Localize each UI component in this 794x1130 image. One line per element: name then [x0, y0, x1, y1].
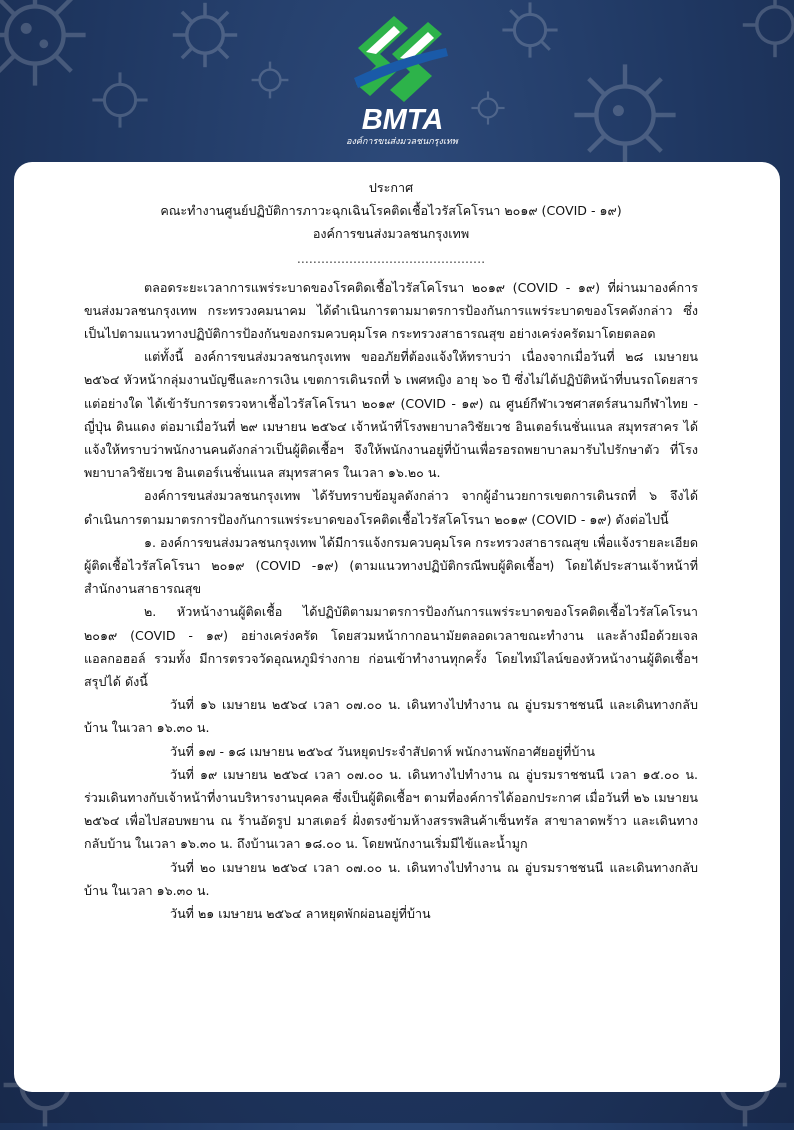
timeline-item: วันที่ ๑๙ เมษายน ๒๕๖๔ เวลา ๐๗.๐๐ น. เดินทางไปทำงาน ณ อู่บรมราชชนนี เวลา ๑๕.๐๐ น. ร่วมเดินทางกับเจ้าหน้าที่งานบริหารงานบุคคล ซึ่งเป็นผู้ติดเชื้อฯ ตามที่องค์การได้ออกประกาศ เมื่อวันที่ ๒๖ เมษายน ๒๕๖๔ เพื่อไปสอบพยาน ณ ร้านอัดรูป มาสเตอร์ ฝั่งตรงข้ามห้างสรรพสินค้าเซ็นทรัล สาขาลาดพร้าว และเดินทางกลับบ้าน ในเวลา ๑๖.๓๐ น. ถึงบ้านเวลา ๑๘.๐๐ น. โดยพนักงานเริ่มมีไข้และน้ำมูก	[84, 766, 698, 852]
announcement-organization: องค์การขนส่งมวลชนกรุงเทพ	[312, 226, 470, 242]
virus-decoration-icon	[0, 0, 90, 90]
timeline-item: วันที่ ๒๐ เมษายน ๒๕๖๔ เวลา ๐๗.๐๐ น. เดินทางไปทำงาน ณ อู่บรมราชชนนี และเดินทางกลับบ้าน ในเวลา ๑๖.๓๐ น.	[84, 859, 698, 898]
timeline-item: วันที่ ๑๖ เมษายน ๒๕๖๔ เวลา ๐๗.๐๐ น. เดินทางไปทำงาน ณ อู่บรมราชชนนี และเดินทางกลับบ้าน ในเวลา ๑๖.๓๐ น.	[84, 697, 698, 736]
announcement-body	[84, 176, 698, 925]
announcement-subheading: คณะทำงานศูนย์ปฏิบัติการภาวะฉุกเฉินโรคติดเชื้อไวรัสโคโรนา ๒๐๑๙ (COVID - ๑๙)	[160, 203, 622, 219]
list-item: ๑. องค์การขนส่งมวลชนกรุงเทพ ได้มีการแจ้งกรมควบคุมโรค กระทรวงสาธารณสุข เพื่อแจ้งรายละเอียดผู้ติดเชื้อไวรัสโคโรนา ๒๐๑๙ (COVID -๑๙) (ตามแนวทางปฏิบัติกรณีพบผู้ติดเชื้อฯ) โดยได้ประสานเจ้าหน้าที่สำนักงานสาธารณสุข	[84, 534, 698, 597]
virus-decoration-icon	[170, 0, 240, 70]
paragraph: องค์การขนส่งมวลชนกรุงเทพ ได้รับทราบข้อมูลดังกล่าว จากผู้อำนวยการเขตการเดินรถที่ ๖ จึงได้ดำเนินการตามมาตรการป้องกันการแพร่ระบาดของโรคติดเชื้อไวรัสโคโรนา ๒๐๑๙ (COVID - ๑๙) ดังต่อไปนี้	[84, 488, 698, 527]
virus-decoration-icon	[470, 90, 506, 126]
logo-wordmark: BMTA	[361, 104, 444, 136]
paragraph: แต่ทั้งนี้ องค์การขนส่งมวลชนกรุงเทพ ขออภัยที่ต้องแจ้งให้ทราบว่า เนื่องจากเมื่อวันที่ ๒๘ เมษายน ๒๕๖๔ หัวหน้ากลุ่มงานบัญชีและการเงิน เขตการเดินรถที่ ๖ เพศหญิง อายุ ๖๐ ปี ซึ่งไม่ได้ปฏิบัติหน้าที่บนรถโดยสารแต่อย่างใด ได้เข้ารับการตรวจหาเชื้อไวรัสโคโรนา ๒๐๑๙ (COVID - ๑๙) ณ ศูนย์กีฬาเวชศาสตร์สนามกีฬาไทย - ญี่ปุ่น ดินแดง ต่อมาเมื่อวันที่ ๒๙ เมษายน ๒๕๖๔ เจ้าหน้าที่โรงพยาบาลวิชัยเวช อินเตอร์เนชั่นแนล สมุทรสาคร ได้แจ้งให้ทราบว่าพนักงานคนดังกล่าวเป็นผู้ติดเชื้อฯ จึงให้พนักงานอยู่ที่บ้านเพื่อรอรถพยาบาลมารับไปรักษาตัว ที่โรงพยาบาลวิชัยเวช อินเตอร์เนชั่นแนล สมุทรสาคร ในเวลา ๑๖.๒๐ น.	[84, 349, 698, 481]
bmta-logo-mark-icon	[354, 16, 448, 102]
virus-decoration-icon	[90, 70, 150, 130]
paragraph: ตลอดระยะเวลาการแพร่ระบาดของโรคติดเชื้อไวรัสโคโรนา ๒๐๑๙ (COVID - ๑๙) ที่ผ่านมาองค์การขนส่งมวลชนกรุงเทพ กระทรวงคมนาคม ได้ดำเนินการตามมาตรการป้องกันการแพร่ระบาดของโรคดังกล่าว ซึ่งเป็นไปตามแนวทางปฏิบัติการป้องกันของกรมควบคุมโรค กระทรวงสาธารณสุข อย่างเคร่งครัดมาโดยตลอด	[84, 279, 698, 342]
virus-decoration-icon	[250, 60, 290, 100]
list-item: ๒. หัวหน้างานผู้ติดเชื้อ ได้ปฏิบัติตามมาตรการป้องกันการแพร่ระบาดของโรคติดเชื้อไวรัสโคโรนา ๒๐๑๙ (COVID - ๑๙) อย่างเคร่งครัด โดยสวมหน้ากากอนามัยตลอดเวลาขณะทำงาน และล้างมือด้วยเจลแอลกอฮอล์ รวมทั้ง มีการตรวจวัดอุณหภูมิร่างกาย ก่อนเข้าทำงานทุกครั้ง โดยไทม์ไลน์ของหัวหน้างานผู้ติดเชื้อฯ สรุปได้ ดังนี้	[84, 604, 698, 690]
timeline-item: วันที่ ๑๗ - ๑๘ เมษายน ๒๕๖๔ วันหยุดประจำสัปดาห์ พนักงานพักอาศัยอยู่ที่บ้าน	[170, 743, 596, 759]
virus-decoration-icon	[500, 0, 560, 60]
announcement-heading: ประกาศ	[368, 180, 414, 195]
virus-decoration-icon	[740, 0, 794, 60]
virus-decoration-icon	[570, 60, 680, 170]
timeline-item: วันที่ ๒๑ เมษายน ๒๕๖๔ ลาหยุดพักผ่อนอยู่ที่บ้าน	[170, 906, 431, 922]
separator-dots: ...............................................	[296, 250, 486, 266]
logo-subtitle: องค์การขนส่งมวลชนกรุงเทพ	[346, 137, 458, 147]
